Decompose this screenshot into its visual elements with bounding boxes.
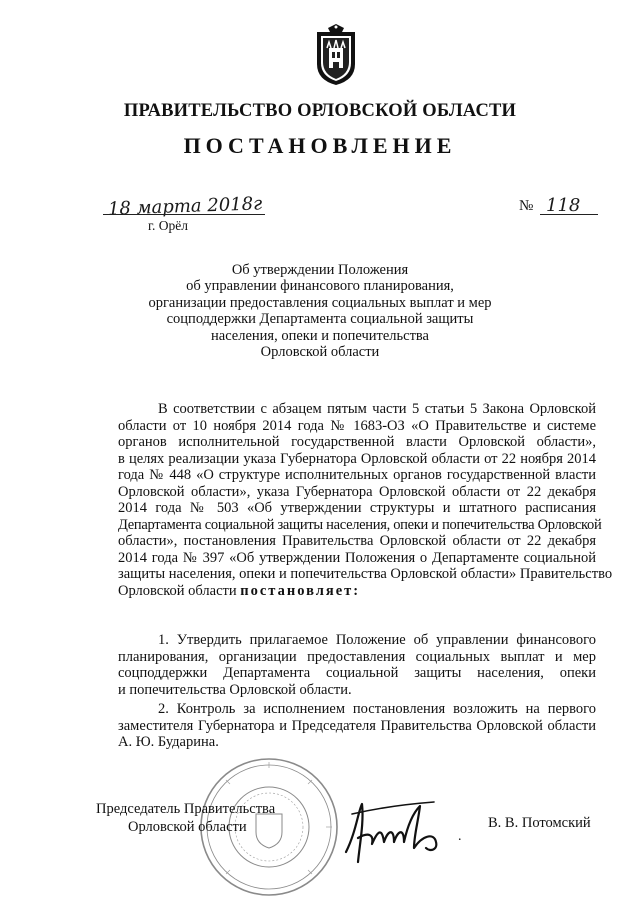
preamble-line: в целях реализации указа Губернатора Орловской области от 22 ноября 2014: [118, 450, 596, 467]
item-2-line: 2. Контроль за исполнением постановления возложить на первого: [158, 701, 596, 717]
signature-dot: .: [458, 829, 462, 844]
item-1-paragraph: [118, 632, 596, 698]
preamble-last-line: [118, 583, 596, 600]
preamble-last-prefix: Орловской области: [118, 582, 241, 599]
preamble-paragraph: [118, 401, 613, 599]
handwritten-signature: [338, 792, 468, 872]
preamble-line: года № 448 «О структуре исполнительных органов государственной власти: [118, 467, 596, 483]
subject-line: Об утверждении Положения: [231, 262, 409, 278]
item-2-line: заместителя Губернатора и Председателя Правительства Орловской области: [118, 717, 596, 734]
document-subject: [0, 262, 640, 360]
city-name: г. Орёл: [148, 218, 188, 233]
subject-line: Орловской области: [260, 344, 380, 361]
preamble-line: В соответствии с абзацем пятым части 5 статьи 5 Закона Орловской: [158, 401, 596, 417]
preamble-line: 2014 года № 397 «Об утверждении Положения о Департаменте социальной: [118, 549, 596, 566]
item-2-line: А. Ю. Бударина.: [118, 734, 219, 750]
subject-line: населения, опеки и попечительства: [211, 327, 429, 344]
subject-line: об управлении финансового планирования,: [186, 278, 454, 295]
preamble-line: Орловской области», указа Губернатора Орловской области от 22 декабря: [118, 483, 596, 500]
item-1-line: и попечительства Орловской области.: [118, 681, 352, 698]
signatory-position: [96, 800, 275, 836]
item-1-line: 1. Утвердить прилагаемое Положение об управлении финансового: [158, 632, 596, 648]
preamble-line: Департамента социальной защиты населения, опеки и попечительства Орловской: [118, 516, 602, 533]
position-line-1: Председатель Правительства: [96, 801, 276, 817]
item-1-line: соцподдержки Департамента социальной защиты населения, опеки: [118, 665, 596, 681]
preamble-line: органов исполнительной государственной власти Орловской области»,: [118, 434, 596, 450]
coat-of-arms-emblem: [313, 24, 359, 86]
item-2-paragraph: [118, 701, 596, 751]
position-line-2: Орловской области: [128, 819, 247, 835]
preamble-line: защиты населения, опеки и попечительства Орловской области» Правительство: [118, 566, 613, 582]
document-type: ПОСТАНОВЛЕНИЕ: [183, 133, 457, 158]
number-label: №: [519, 198, 534, 214]
preamble-line: области», постановления Правительства Орловской области от 22 декабря: [118, 533, 596, 549]
resolves-keyword: постановляет:: [240, 582, 361, 599]
subject-line: организации предоставления социальных выплат и мер: [148, 294, 492, 311]
preamble-line: области от 10 ноября 2014 года № 1683-ОЗ «О Правительстве и системе: [118, 417, 596, 434]
signatory-name: В. В. Потомский: [488, 815, 591, 831]
number-underline: [540, 214, 598, 215]
government-title: ПРАВИТЕЛЬСТВО ОРЛОВСКОЙ ОБЛАСТИ: [123, 101, 517, 121]
item-1-line: планирования, организации предоставления социальных выплат и мер: [118, 648, 596, 665]
subject-line: соцподдержки Департамента социальной защиты: [166, 311, 474, 328]
date-underline: [103, 214, 265, 215]
handwritten-number: 118: [546, 195, 581, 216]
handwritten-date: 18 марта 2018г: [107, 193, 263, 220]
preamble-line: 2014 года № 503 «Об утверждении структуры и штатного расписания: [118, 500, 596, 516]
